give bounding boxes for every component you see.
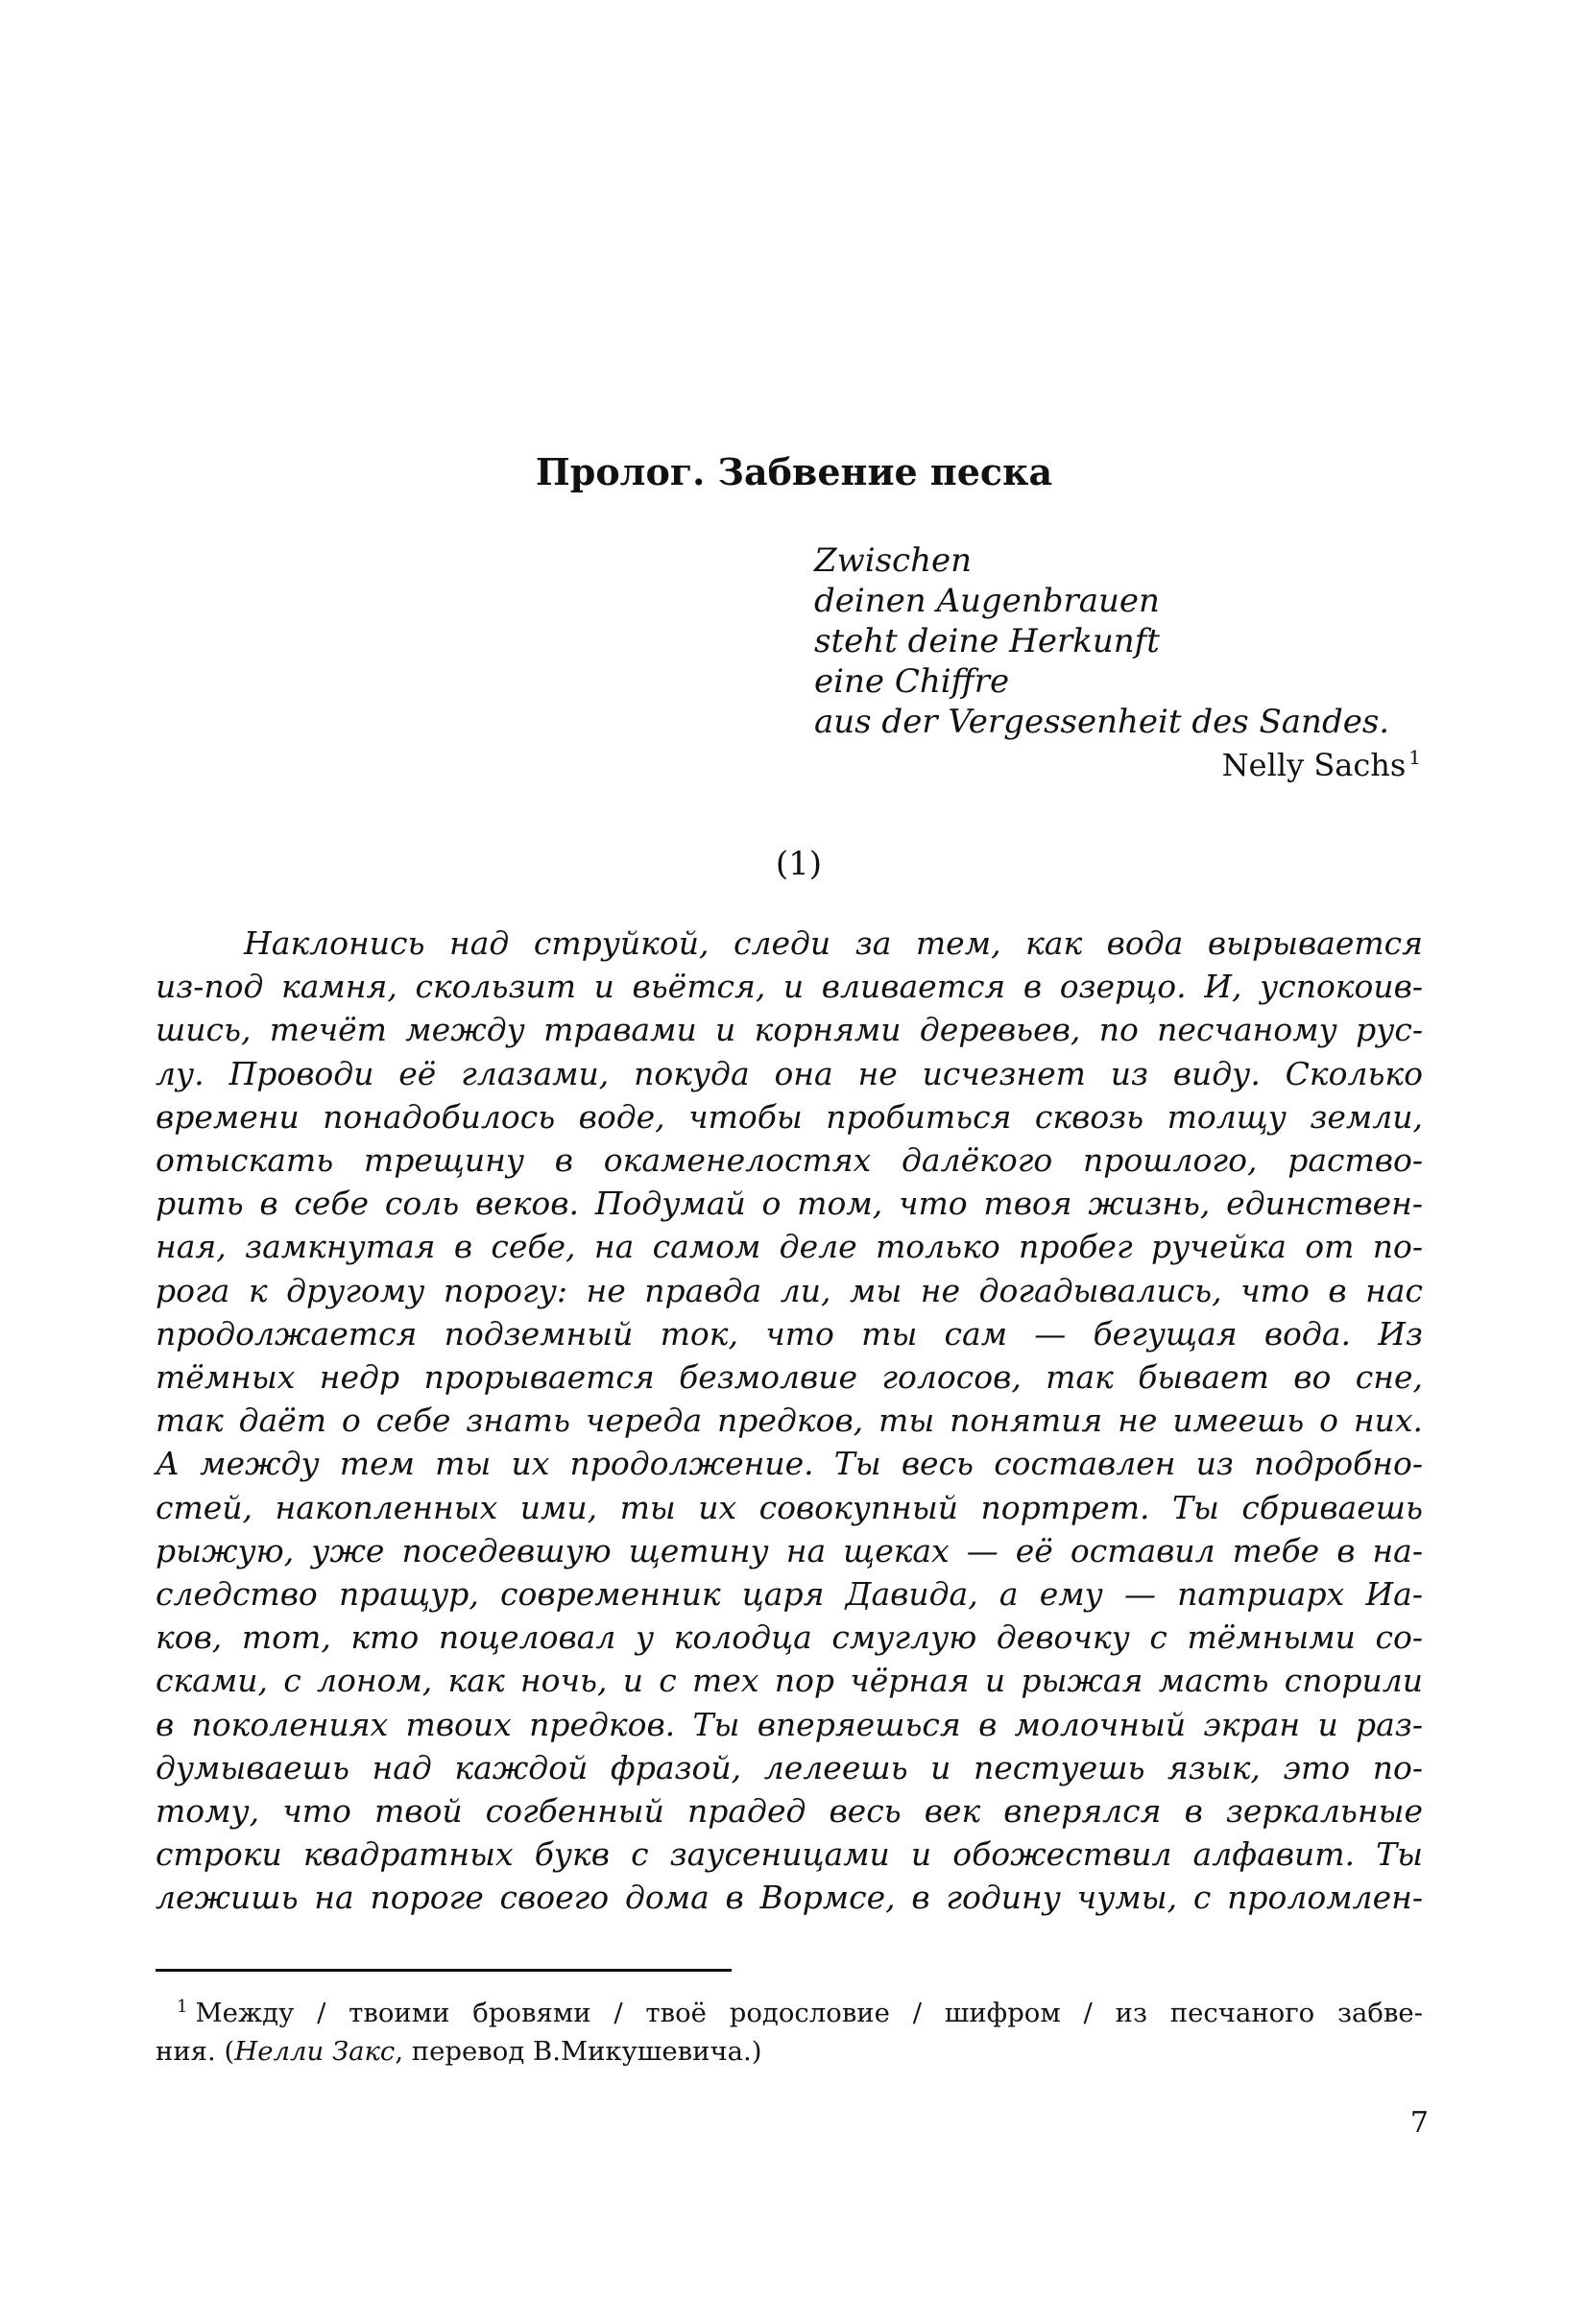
epigraph-line: eine Chiffre bbox=[814, 662, 1010, 701]
body-line: рыжую, уже поседевшую щетину на щеках — её оставил тебе в на- bbox=[156, 1531, 1423, 1569]
body-line: в поколениях твоих предков. Ты вперяешься в молочный экран и раз- bbox=[156, 1705, 1423, 1743]
body-line: Наклонись над струйкой, следи за тем, как вода вырывается bbox=[244, 924, 1423, 962]
body-line: так даёт о себе знать череда предков, ты понятия не имеешь о них. bbox=[156, 1402, 1423, 1440]
body-line: следство пращур, современник царя Давида, а ему — патриарх Иа- bbox=[156, 1575, 1423, 1614]
body-line: времени понадобилось воде, чтобы пробиться сквозь толщу земли, bbox=[156, 1097, 1423, 1136]
footnote-reference: 1 bbox=[1408, 746, 1421, 770]
body-line: тому, что твой согбенный прадед весь век вперялся в зеркальные bbox=[156, 1792, 1423, 1831]
body-line: рога к другому порогу: не правда ли, мы не догадывались, что в нас bbox=[156, 1271, 1423, 1309]
body-line: лу. Проводи её глазами, покуда она не исчезнет из виду. Сколько bbox=[156, 1054, 1423, 1092]
body-line: А между тем ты их продолжение. Ты весь составлен из подробно- bbox=[156, 1445, 1423, 1483]
body-line: тёмных недр прорывается безмолвие голосов, так бывает во сне, bbox=[156, 1358, 1423, 1397]
footnote-text: ния. ( bbox=[156, 2036, 235, 2067]
body-line: стей, накопленных ими, ты их совокупный портрет. Ты сбриваешь bbox=[156, 1488, 1423, 1526]
footnote-line bbox=[156, 1994, 1423, 2032]
body-line: шись, течёт между травами и корнями деревьев, по песчаному рус- bbox=[156, 1011, 1423, 1049]
footnote-divider bbox=[156, 1969, 732, 1972]
epigraph-author-line bbox=[814, 744, 1429, 786]
epigraph-line: Zwischen bbox=[814, 541, 973, 580]
body-line: ков, тот, кто поцеловал у колодца смуглую девочку с тёмными со- bbox=[156, 1618, 1423, 1657]
epigraph-line: steht deine Herkunft bbox=[814, 622, 1160, 660]
page-number: 7 bbox=[1409, 2106, 1429, 2140]
epigraph-author: Nelly Sachs bbox=[1221, 747, 1407, 783]
epigraph-line: aus der Vergessenheit des Sandes. bbox=[814, 703, 1390, 741]
body-line: строки квадратных букв с заусеницами и обожествил алфавит. Ты bbox=[156, 1835, 1423, 1874]
body-line: лежишь на пороге своего дома в Вормсе, в годину чумы, с проломлен- bbox=[156, 1879, 1423, 1917]
chapter-title: Пролог. Забвение песка bbox=[535, 450, 1053, 493]
body-line: отыскать трещину в окаменелостях далёкого прошлого, раство- bbox=[156, 1141, 1423, 1180]
epigraph bbox=[814, 540, 1429, 786]
footnote-line bbox=[156, 2032, 1423, 2071]
body-line: сками, с лоном, как ночь, и с тех пор чёрная и рыжая масть спорили bbox=[156, 1662, 1423, 1700]
section-number: (1) bbox=[775, 845, 823, 883]
body-line: из-под камня, скользит и вьётся, и вливается в озерцо. И, успокоив- bbox=[156, 968, 1423, 1006]
footnote-author: Нелли Закс bbox=[234, 2036, 396, 2067]
footnote-text: Между / твоими бровями / твоё родословие / шифром / из песчаного забве- bbox=[195, 1998, 1423, 2028]
body-line: продолжается подземный ток, что ты сам — бегущая вода. Из bbox=[156, 1314, 1423, 1353]
body-line: думываешь над каждой фразой, лелеешь и пестуешь язык, это по- bbox=[156, 1748, 1423, 1786]
footnote bbox=[156, 1994, 1423, 2071]
footnote-number: 1 bbox=[177, 1996, 188, 2017]
footnote-text: , перевод В.Микушевича.) bbox=[395, 2036, 762, 2067]
body-line: рить в себе соль веков. Подумай о том, что твоя жизнь, единствен- bbox=[156, 1185, 1423, 1223]
body-line: ная, замкнутая в себе, на самом деле только пробег ручейка от по- bbox=[156, 1228, 1423, 1266]
body-paragraph bbox=[156, 922, 1423, 1920]
epigraph-line: deinen Augenbrauen bbox=[814, 582, 1160, 620]
